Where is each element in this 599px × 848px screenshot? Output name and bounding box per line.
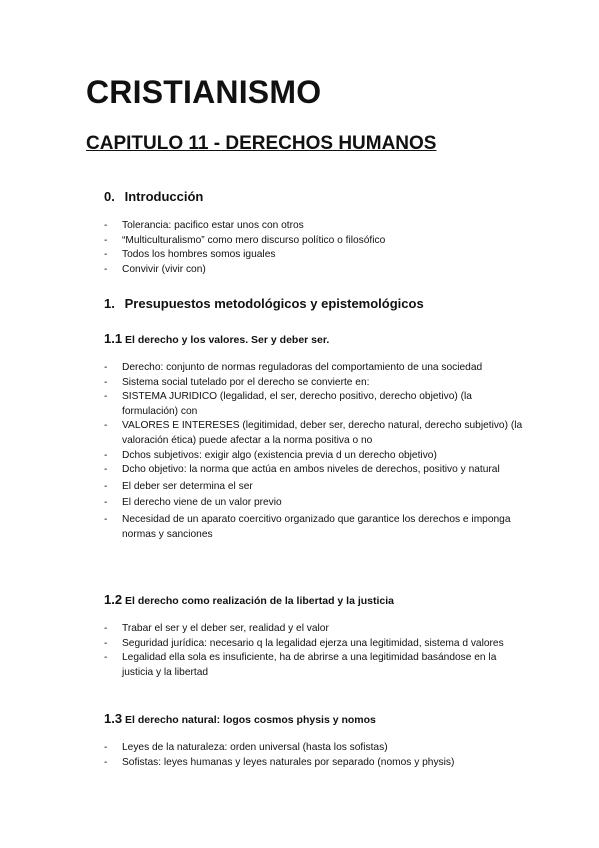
- list-item: - El deber ser determina el ser: [104, 480, 524, 495]
- subsection-number: 1.3: [104, 711, 123, 726]
- subsection-1-1-list: [104, 361, 524, 542]
- document-title: CRISTIANISMO: [86, 74, 322, 110]
- subsection-title: El derecho como realización de la libertad y la justicia: [125, 595, 395, 607]
- list-item: - Derecho: conjunto de normas reguladoras del comportamiento de una sociedad: [104, 361, 524, 376]
- subsection-title: El derecho natural: logos cosmos physis y nomos: [125, 714, 376, 726]
- subsection-number: 1.1: [104, 331, 123, 346]
- bullet-dash: -: [104, 623, 108, 634]
- bullet-dash: -: [104, 513, 108, 525]
- bullet-dash: -: [104, 637, 108, 649]
- bullet-dash: -: [104, 652, 108, 664]
- list-item: - Leyes de la naturaleza: orden universal (hasta los sofistas): [104, 741, 524, 756]
- bullet-dash: -: [104, 249, 108, 261]
- bullet-dash: -: [104, 449, 108, 461]
- list-item: - Legalidad ella sola es insuficiente, ha de abrirse a una legitimidad basándose en la justicia y la libertad: [104, 652, 497, 678]
- list-item: - “Multiculturalismo” como mero discurso político o filosófico: [104, 234, 524, 249]
- bullet-dash: -: [104, 362, 108, 373]
- section-title: Introducción: [124, 189, 204, 204]
- list-item: - SISTEMA JURIDICO (legalidad, el ser, derecho positivo, derecho objetivo) (la formulación) con: [104, 391, 472, 417]
- bullet-dash: -: [104, 263, 108, 275]
- list-item: - VALORES E INTERESES (legitimidad, deber ser, derecho natural, derecho subjetivo) (la valoración ética) puede afectar a la norma positiva o no: [104, 420, 523, 446]
- subsection-heading-1-3: [104, 711, 376, 726]
- subsection-title: El derecho y los valores. Ser y deber ser.: [125, 334, 330, 346]
- section-0-list: [104, 219, 524, 277]
- section-number: 1.: [104, 296, 115, 311]
- bullet-dash: -: [104, 420, 108, 432]
- bullet-dash: -: [104, 391, 108, 403]
- section-heading-0: [104, 189, 203, 204]
- list-item: - Seguridad jurídica: necesario q la legalidad ejerza una legitimidad, sistema d valores: [104, 637, 524, 652]
- list-item: - Sistema social tutelado por el derecho se convierte en:: [104, 376, 524, 391]
- subsection-1-2-list: [104, 622, 524, 680]
- bullet-dash: -: [104, 220, 108, 231]
- list-item: - Todos los hombres somos iguales: [104, 248, 524, 263]
- subsection-heading-1-2: [104, 592, 394, 607]
- list-item: - Tolerancia: pacifico estar unos con otros: [104, 219, 524, 234]
- section-number: 0.: [104, 189, 115, 204]
- bullet-dash: -: [104, 234, 108, 246]
- subsection-number: 1.2: [104, 592, 123, 607]
- list-item: - Necesidad de un aparato coercitivo organizado que garantice los derechos e imponga normas y sanciones: [104, 513, 511, 540]
- list-item: - El derecho viene de un valor previo: [104, 496, 524, 511]
- bullet-dash: -: [104, 464, 108, 476]
- subsection-heading-1-1: [104, 331, 329, 346]
- list-item: - Sofistas: leyes humanas y leyes naturales por separado (nomos y physis): [104, 756, 524, 771]
- section-heading-1: [104, 296, 424, 311]
- bullet-dash: -: [104, 497, 108, 509]
- bullet-dash: -: [104, 480, 108, 492]
- subsection-1-3-list: [104, 741, 524, 770]
- list-item: - Dchos subjetivos: exigir algo (existencia previa d un derecho objetivo): [104, 449, 524, 464]
- bullet-dash: -: [104, 756, 108, 768]
- list-item: - Dcho objetivo: la norma que actúa en ambos niveles de derechos, positivo y natural: [104, 463, 524, 478]
- list-item: - Trabar el ser y el deber ser, realidad y el valor: [104, 622, 524, 637]
- section-title: Presupuestos metodológicos y epistemológicos: [124, 296, 424, 311]
- list-item: - Convivir (vivir con): [104, 263, 524, 278]
- bullet-dash: -: [104, 376, 108, 388]
- chapter-heading: CAPITULO 11 - DERECHOS HUMANOS: [86, 133, 437, 154]
- bullet-dash: -: [104, 742, 108, 753]
